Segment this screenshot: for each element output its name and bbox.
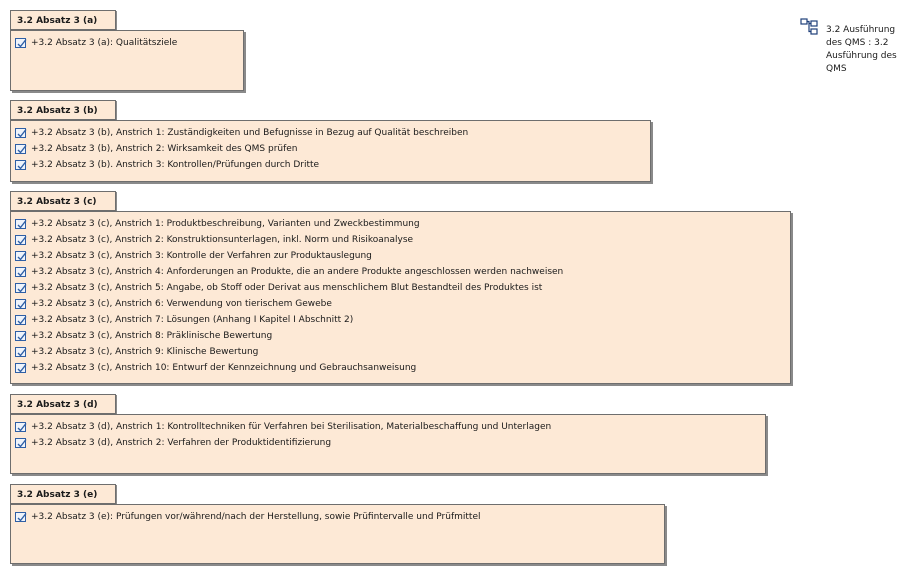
requirement-label: +3.2 Absatz 3 (b), Anstrich 1: Zuständigkeiten und Befugnisse in Bezug auf Qualität beschreiben xyxy=(31,128,469,138)
requirement-item[interactable] xyxy=(15,435,765,451)
requirement-item[interactable] xyxy=(15,509,664,525)
link-diagram-icon xyxy=(800,18,820,36)
package-title: 3.2 Absatz 3 (c) xyxy=(10,191,116,211)
requirement-item[interactable] xyxy=(15,264,790,280)
requirement-item[interactable] xyxy=(15,360,790,376)
requirement-item[interactable] xyxy=(15,216,790,232)
requirement-check-icon xyxy=(15,160,26,170)
diagram-link-label: 3.2 Ausführung des QMS : 3.2 Ausführung des QMS xyxy=(826,25,897,74)
requirement-item[interactable] xyxy=(15,296,790,312)
requirement-check-icon xyxy=(15,235,26,245)
requirement-check-icon xyxy=(15,347,26,357)
requirement-label: +3.2 Absatz 3 (c), Anstrich 7: Lösungen (Anhang I Kapitel I Abschnitt 2) xyxy=(31,315,354,325)
requirement-check-icon xyxy=(15,38,26,48)
requirement-label: +3.2 Absatz 3 (e): Prüfungen vor/während/nach der Herstellung, sowie Prüfintervalle und Prüfmittel xyxy=(31,512,481,522)
requirement-item[interactable] xyxy=(15,232,790,248)
requirement-item[interactable] xyxy=(15,344,790,360)
requirement-check-icon xyxy=(15,512,26,522)
package-title: 3.2 Absatz 3 (b) xyxy=(10,100,116,120)
requirement-check-icon xyxy=(15,251,26,261)
requirement-item[interactable] xyxy=(15,125,650,141)
requirement-check-icon xyxy=(15,315,26,325)
requirement-label: +3.2 Absatz 3 (c), Anstrich 3: Kontrolle der Verfahren zur Produktauslegung xyxy=(31,251,372,261)
requirement-label: +3.2 Absatz 3 (c), Anstrich 1: Produktbeschreibung, Varianten und Zweckbestimmung xyxy=(31,219,420,229)
requirement-check-icon xyxy=(15,144,26,154)
package-title: 3.2 Absatz 3 (e) xyxy=(10,484,116,504)
package-body xyxy=(10,504,665,564)
package-title: 3.2 Absatz 3 (d) xyxy=(10,394,116,414)
requirement-check-icon xyxy=(15,438,26,448)
requirement-label: +3.2 Absatz 3 (b). Anstrich 3: Kontrollen/Prüfungen durch Dritte xyxy=(31,160,320,170)
requirement-check-icon xyxy=(15,283,26,293)
requirement-item[interactable] xyxy=(15,419,765,435)
requirement-item[interactable] xyxy=(15,248,790,264)
requirement-item[interactable] xyxy=(15,328,790,344)
requirement-label: +3.2 Absatz 3 (c), Anstrich 9: Klinische Bewertung xyxy=(31,347,259,357)
requirement-check-icon xyxy=(15,267,26,277)
requirement-check-icon xyxy=(15,299,26,309)
requirement-label: +3.2 Absatz 3 (c), Anstrich 6: Verwendung von tierischem Gewebe xyxy=(31,299,332,309)
requirement-check-icon xyxy=(15,128,26,138)
package-body xyxy=(10,211,791,384)
requirement-label: +3.2 Absatz 3 (c), Anstrich 8: Präklinische Bewertung xyxy=(31,331,273,341)
requirement-item[interactable] xyxy=(15,35,243,51)
requirement-check-icon xyxy=(15,219,26,229)
requirement-label: +3.2 Absatz 3 (d), Anstrich 2: Verfahren der Produktidentifizierung xyxy=(31,438,332,448)
requirement-item[interactable] xyxy=(15,280,790,296)
requirement-check-icon xyxy=(15,363,26,373)
requirement-label: +3.2 Absatz 3 (c), Anstrich 2: Konstruktionsunterlagen, inkl. Norm und Risikoanalyse xyxy=(31,235,414,245)
requirement-label: +3.2 Absatz 3 (b), Anstrich 2: Wirksamkeit des QMS prüfen xyxy=(31,144,298,154)
requirement-label: +3.2 Absatz 3 (d), Anstrich 1: Kontrolltechniken für Verfahren bei Sterilisation, Materialbeschaffung und Unterlagen xyxy=(31,422,552,432)
requirement-item[interactable] xyxy=(15,157,650,173)
requirement-label: +3.2 Absatz 3 (c), Anstrich 5: Angabe, ob Stoff oder Derivat aus menschlichem Blut Bestandteil des Produktes ist xyxy=(31,283,543,293)
package-body xyxy=(10,30,244,91)
package-body xyxy=(10,414,766,474)
requirement-label: +3.2 Absatz 3 (a): Qualitätsziele xyxy=(31,38,178,48)
requirement-label: +3.2 Absatz 3 (c), Anstrich 4: Anforderungen an Produkte, die an andere Produkte angeschlossen werden nachweisen xyxy=(31,267,564,277)
requirement-item[interactable] xyxy=(15,141,650,157)
requirement-check-icon xyxy=(15,422,26,432)
requirement-check-icon xyxy=(15,331,26,341)
package-title: 3.2 Absatz 3 (a) xyxy=(10,10,116,30)
package-body xyxy=(10,120,651,182)
requirement-label: +3.2 Absatz 3 (c), Anstrich 10: Entwurf der Kennzeichnung und Gebrauchsanweisung xyxy=(31,363,417,373)
requirement-item[interactable] xyxy=(15,312,790,328)
